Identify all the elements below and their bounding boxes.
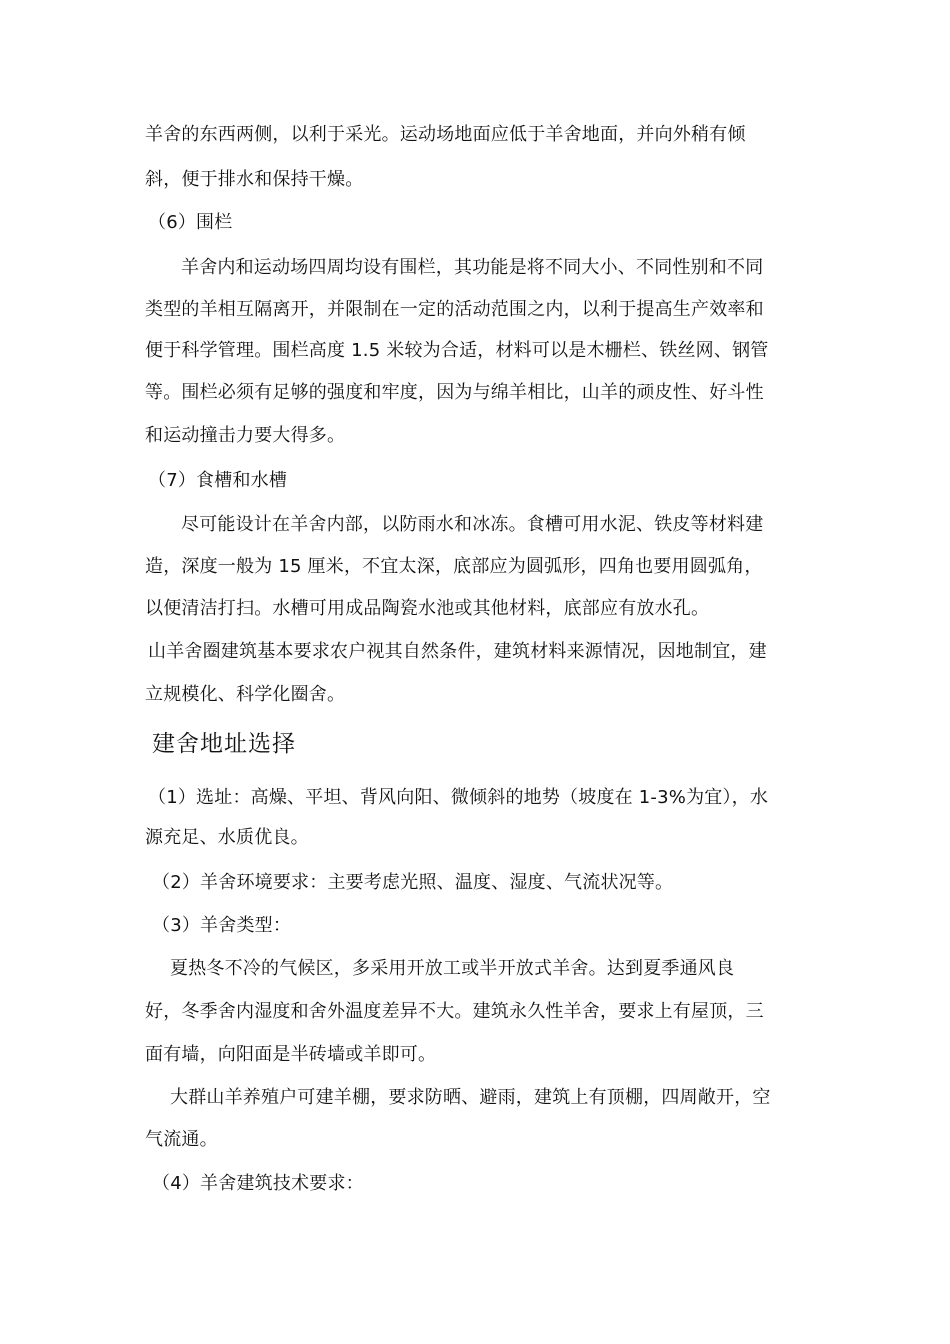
paragraph-line: 类型的羊相互隔离开，并限制在一定的活动范围之内，以利于提高生产效率和	[145, 299, 764, 320]
section-label: （3）羊舍类型：	[152, 915, 292, 936]
paragraph-line: 尽可能设计在羊舍内部，以防雨水和冰冻。食槽可用水泥、铁皮等材料建	[181, 514, 764, 535]
paragraph-line: 气流通。	[145, 1129, 218, 1150]
paragraph-line: 等。围栏必须有足够的强度和牢度，因为与绵羊相比，山羊的顽皮性、好斗性	[145, 382, 764, 403]
paragraph-line: （2）羊舍环境要求：主要考虑光照、温度、湿度、气流状况等。	[152, 872, 674, 893]
paragraph-line: 和运动撞击力要大得多。	[145, 425, 346, 446]
paragraph-line: 山羊舍圈建筑基本要求农户视其自然条件，建筑材料来源情况，因地制宜，建	[148, 641, 767, 662]
paragraph-line: 造，深度一般为 15 厘米，不宜太深，底部应为圆弧形，四角也要用圆弧角，	[145, 556, 763, 577]
paragraph-line: 好，冬季舍内湿度和舍外温度差异不大。建筑永久性羊舍，要求上有屋顶，三	[145, 1001, 764, 1022]
paragraph-line: 羊舍内和运动场四周均设有围栏，其功能是将不同大小、不同性别和不同	[181, 257, 764, 278]
paragraph-line: 夏热冬不冷的气候区，多采用开放工或半开放式羊舍。达到夏季通风良	[170, 958, 735, 979]
section-heading: 建舍地址选择	[152, 731, 296, 757]
paragraph-line: 大群山羊养殖户可建羊棚，要求防晒、避雨，建筑上有顶棚，四周敞开，空	[170, 1087, 771, 1108]
paragraph-line: 源充足、水质优良。	[145, 827, 309, 848]
paragraph-line: 以便清洁打扫。水槽可用成品陶瓷水池或其他材料，底部应有放水孔。	[145, 598, 710, 619]
paragraph-line: 便于科学管理。围栏高度 1.5 米较为合适，材料可以是木栅栏、铁丝网、钢管	[145, 340, 769, 361]
section-label: （6）围栏	[148, 212, 233, 233]
section-label: （4）羊舍建筑技术要求：	[152, 1173, 364, 1194]
paragraph-line: （1）选址：高燥、平坦、背风向阳、微倾斜的地势（坡度在 1-3%为宜），水	[148, 787, 769, 808]
paragraph-line: 羊舍的东西两侧，以利于采光。运动场地面应低于羊舍地面，并向外稍有倾	[145, 124, 746, 145]
paragraph-line: 立规模化、科学化圈舍。	[145, 684, 346, 705]
paragraph-line: 斜，便于排水和保持干燥。	[145, 169, 364, 190]
section-label: （7）食槽和水槽	[148, 470, 288, 491]
paragraph-line: 面有墙，向阳面是半砖墙或羊即可。	[145, 1044, 437, 1065]
